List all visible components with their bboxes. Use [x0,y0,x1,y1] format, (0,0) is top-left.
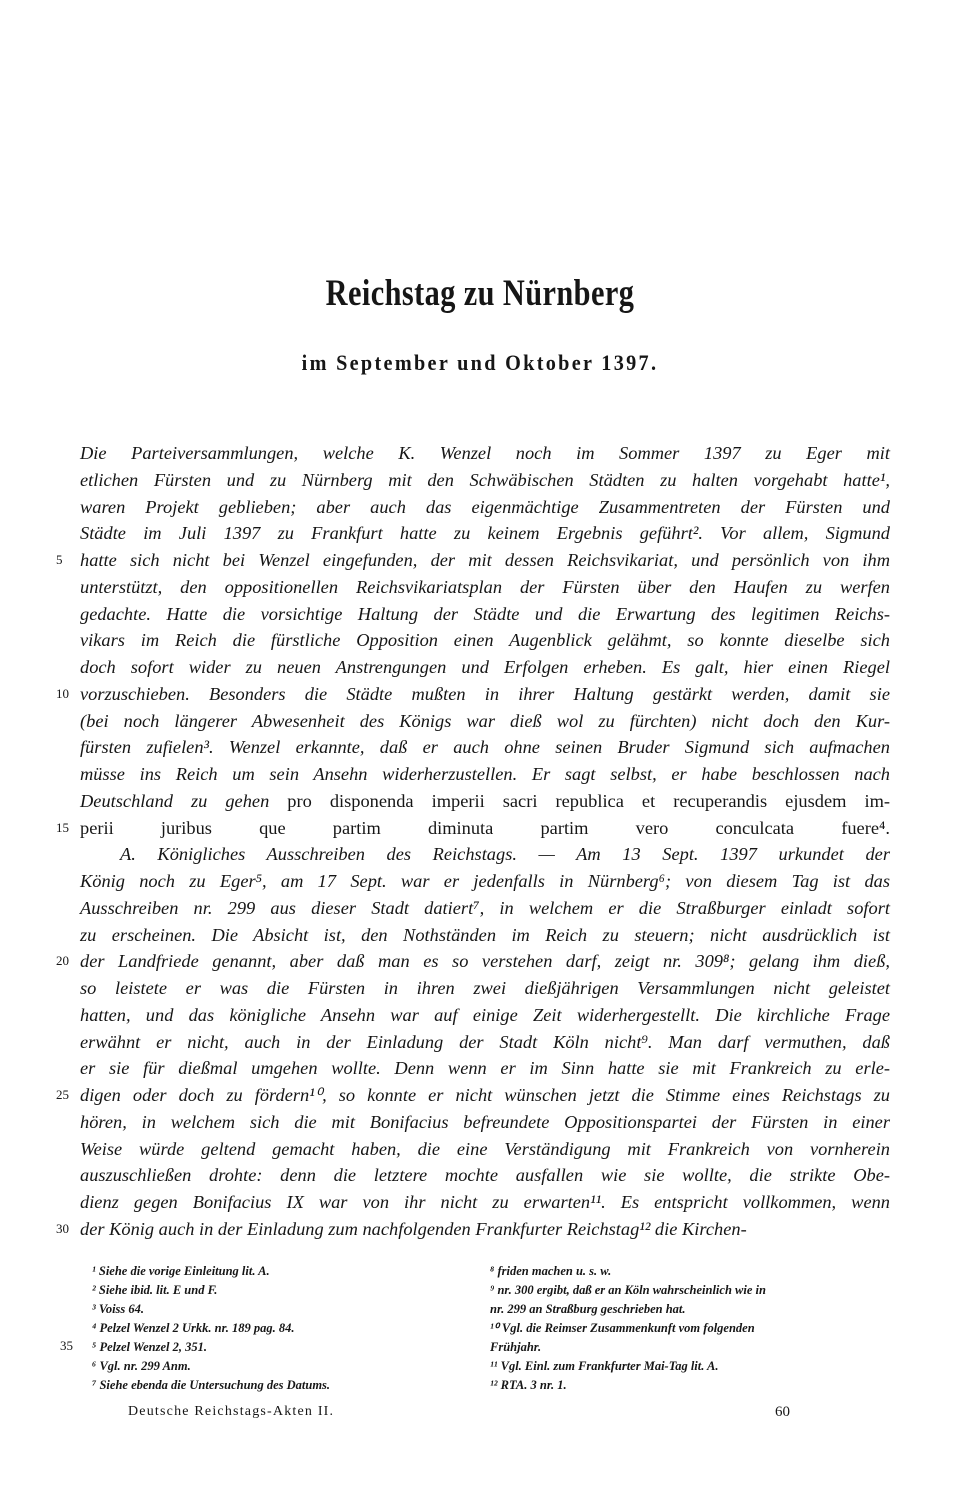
line-number: 20 [56,953,69,969]
line-text: etlichen Fürsten und zu Nürnberg mit den Schwäbischen Städten zu halten vorgehabt hatte¹, [80,469,890,490]
body-line [80,1109,890,1136]
line-text: Ausschreiben nr. 299 aus dieser Stadt datiert⁷, in welchem er die Straßburger einladt sofort [80,897,890,918]
line-text: König noch zu Eger⁵, am 17 Sept. war er jedenfalls in Nürnberg⁶; von diesem Tag ist das [80,871,890,891]
line-text: vorzuschieben. Besonders die Städte mußten in ihrer Haltung gestärkt werden, damit sie [80,683,890,704]
body-line [80,975,890,1002]
body-line [80,440,890,467]
body-line [80,788,890,815]
body-line [80,574,890,601]
line-text: hören, in welchem sich die mit Bonifacius befreundete Oppositionspartei der Fürsten in einer [80,1111,890,1132]
page-title: Reichstag zu Nürnberg [325,273,635,314]
body-line [56,1216,890,1243]
page-subtitle: im September und Oktober 1397. [301,350,659,375]
body-line [80,922,890,949]
line-number: 10 [56,685,69,701]
line-text: dienz gegen Bonifacius IX war von ihr nicht zu erwarten¹¹. Es entspricht vollkommen, wenn [80,1192,890,1212]
body-line [80,467,890,494]
latin-quote: perii juribus que partim diminuta partim vero conculcata fuere⁴. [80,817,890,838]
line-text: A. Königliches Ausschreiben des Reichstags. — Am 13 Sept. 1397 urkundet der [120,844,890,865]
footnote: ¹¹ Vgl. Einl. zum Frankfurter Mai-Tag lit. A. [490,1359,719,1373]
body-line [80,734,890,761]
line-text: auszuschließen drohte: denn die letztere mochte ausfallen wie sie wollte, die strikte Obe- [80,1165,890,1186]
body-line [56,681,890,708]
body-line [80,1162,890,1189]
line-text: der König auch in der Einladung zum nachfolgenden Frankfurter Reichstag¹² die Kirchen- [80,1218,747,1239]
body-line [80,494,890,521]
footnote: ¹² RTA. 3 nr. 1. [490,1378,567,1392]
body-line [80,627,890,654]
footnotes-left [92,1262,422,1395]
body-line [56,948,890,975]
body-line [80,654,890,681]
line-text: gedachte. Hatte die vorsichtige Haltung der Städte und die Erwartung des legitimen Reichs- [80,603,890,624]
footnote-line-number: 35 [60,1338,73,1353]
body-line [56,1082,890,1109]
body-line [80,1055,890,1082]
line-text: fürsten zufielen³. Wenzel erkannte, daß er auch ohne seinen Bruder Sigmund sich aufmachen [80,737,890,758]
latin-quote: pro disponenda imperii sacri republica et recuperandis ejusdem im- [269,790,891,811]
footnote: Frühjahr. [490,1340,542,1354]
line-text: waren Projekt geblieben; aber auch das eigenmächtige Zusammentreten der Fürsten und [80,496,890,517]
line-text: zu erscheinen. Die Absicht ist, den Nothständen im Reich zu steuern; nicht ausdrücklich ist [80,924,890,945]
line-text: Städte im Juli 1397 zu Frankfurt hatte zu keinem Ergebnis geführt². Vor allem, Sigmund [80,523,890,544]
page-number: 60 [775,1404,790,1420]
footnote: nr. 299 an Straßburg geschrieben hat. [490,1302,686,1316]
body-line [56,547,890,574]
body-line [80,841,890,868]
body-line [80,708,890,735]
body-line [56,815,890,842]
line-text: digen oder doch zu fördern¹⁰, so konnte er nicht wünschen jetzt die Stimme eines Reichstags zu [80,1085,890,1105]
line-text: Weise würde geltend gemacht haben, die eine Verständigung mit Frankreich von vornherein [80,1138,890,1159]
footnote: ³ Voiss 64. [92,1302,145,1316]
line-text: müsse ins Reich um sein Ansehn widerherzustellen. Er sagt selbst, er habe beschlossen nach [80,764,890,784]
line-text: der Landfriede genannt, aber daß man es so verstehen darf, zeigt nr. 309⁸; gelang ihm dieß, [80,951,890,972]
footnote: ⁵ Pelzel Wenzel 2, 351. [92,1340,207,1354]
body-line [80,520,890,547]
footnote: ¹⁰ Vgl. die Reimser Zusammenkunft vom folgenden [490,1321,755,1335]
footnote: ⁸ friden machen u. s. w. [490,1264,612,1278]
line-number: 15 [56,819,69,835]
line-text: unterstützt, den oppositionellen Reichsvikariatsplan der Fürsten über den Haufen zu werfen [80,576,890,597]
line-text: Deutschland zu gehen [80,790,270,811]
footnote: ⁷ Siehe ebenda die Untersuchung des Datums. [92,1378,331,1392]
footnotes-right [490,1262,890,1395]
line-text: vikars im Reich die fürstliche Opposition einen Augenblick gelähmt, so konnte dieselbe sich [80,630,890,651]
line-text: hatten, und das königliche Ansehn war auf einige Zeit widerhergestellt. Die kirchliche Frage [80,1004,890,1025]
line-text: erwähnt er nicht, auch in der Einladung der Stadt Köln nicht⁹. Man darf vermuthen, daß [80,1031,890,1052]
line-text: so leistete er was die Fürsten in ihren zwei dießjährigen Versammlungen nicht geleistet [80,978,890,998]
line-text: (bei noch längerer Abwesenheit des Königs war dieß wol zu fürchten) nicht doch den Kur- [80,710,890,731]
body-line [80,895,890,922]
footnote: ⁶ Vgl. nr. 299 Anm. [92,1359,191,1373]
line-number: 30 [56,1220,69,1236]
body-line [80,1029,890,1056]
line-number: 5 [56,552,63,567]
line-text: hatte sich nicht bei Wenzel eingefunden, der mit dessen Reichsvikariat, und persönlich von ihm [80,550,890,570]
body-text [56,440,891,1243]
body-line [80,1136,890,1163]
line-text: Die Parteiversammlungen, welche K. Wenzel noch im Sommer 1397 zu Eger mit [80,443,890,463]
body-line [80,1002,890,1029]
body-line [80,601,890,628]
footer-publication: Deutsche Reichstags-Akten II. [128,1404,335,1419]
body-line [80,868,890,895]
line-number: 25 [56,1087,69,1102]
body-line [80,761,890,788]
footnote: ⁴ Pelzel Wenzel 2 Urkk. nr. 189 pag. 84. [92,1321,295,1335]
line-text: doch sofort wider zu neuen Anstrengungen und Erfolgen erheben. Es galt, hier einen Riegel [80,657,890,677]
footnote: ¹ Siehe die vorige Einleitung lit. A. [92,1264,270,1278]
line-text: er sie für dießmal umgehen wollte. Denn wenn er im Sinn hatte sie mit Frankreich zu erle- [80,1058,890,1079]
body-line [80,1189,890,1216]
footnote: ² Siehe ibid. lit. E und F. [92,1283,218,1297]
footnote: ⁹ nr. 300 ergibt, daß er an Köln wahrscheinlich wie in [490,1283,766,1297]
